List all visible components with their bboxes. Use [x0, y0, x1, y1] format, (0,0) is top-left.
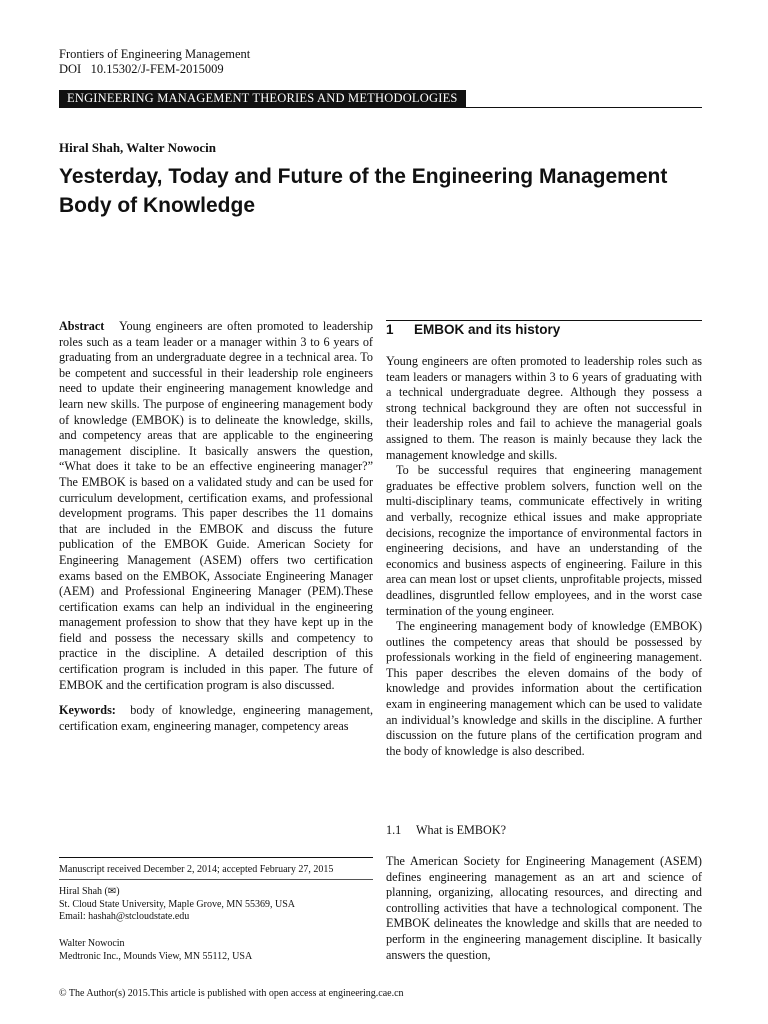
doi-value[interactable]: 10.15302/J-FEM-2015009: [90, 62, 224, 76]
author-name-shah: Hiral Shah: [59, 886, 103, 897]
section-paragraph-3: The engineering management body of knowledge (EMBOK) outlines the competency areas that should be possessed by professionals working in the field of engineering management. This paper describes the eleven domains of the body of knowledge and provides information about the certification exam in engineering management which can be used to validate an individual’s knowledge and skills in the discipline. A further discussion on the future plans of the certification program and the body of knowledge is also described.: [386, 619, 702, 758]
author-name-nowocin: Walter Nowocin: [59, 938, 125, 949]
keywords: [59, 703, 373, 734]
envelope-icon: ✉: [107, 886, 117, 897]
subsection-paragraph: The American Society for Engineering Management (ASEM) defines engineering management as an art and science of planning, organizing, allocating resources, and directing and controlling activities that have a technological component. The EMBOK delineates the knowledge and skills that are needed to perform in the engineering management discipline. It basically answers the question,: [386, 854, 702, 962]
doi-label: DOI: [59, 62, 82, 76]
subsection-title: What is EMBOK?: [416, 823, 507, 837]
manuscript-dates: Manuscript received December 2, 2014; accepted February 27, 2015: [59, 864, 334, 875]
copyright-footer: © The Author(s) 2015.This article is published with open access at engineering.cae.cn: [59, 988, 404, 999]
section-paragraph-2: To be successful requires that engineering management graduates be effective problem solvers, function well on the multi-disciplinary teams, communicate effectively in writing and verbally, recognize ethical issues and make appropriate decisions, recognize the importance of environmental factors in engineering decisions, and have an understanding of the economics and business aspects of engineering. Failure in this area can mean lost or upset clients, unprofitable projects, missed deadlines, disgruntled fellow employees, and in the worst case termination of the young engineer.: [386, 463, 702, 618]
journal-header: [59, 47, 250, 77]
email-shah[interactable]: Email: hashah@stcloudstate.edu: [59, 911, 190, 922]
subsection-number: 1.1: [386, 823, 402, 837]
affiliation-shah: St. Cloud State University, Maple Grove, MN 55369, USA: [59, 898, 296, 910]
section-paragraph-1: Young engineers are often promoted to leadership roles such as team leaders or managers within 3 to 6 years of graduating with a technical undergraduate degree. Although they possess a strong technical background they are often not successful in their leadership roles and fail to achieve the managerial goals assigned to them. The reason is mainly because they lack the management knowledge and skills.: [386, 354, 702, 462]
subsection-heading: [386, 823, 506, 838]
paper-title-line1: Yesterday, Today and Future of the Engineering Management: [59, 165, 668, 188]
section-heading: [386, 322, 560, 337]
keywords-label: Keywords:: [59, 703, 116, 718]
section-body: [386, 354, 702, 759]
section-number: 1: [386, 322, 394, 337]
abstract-label: Abstract: [59, 319, 105, 333]
affiliation-nowocin: Medtronic Inc., Mounds View, MN 55112, USA: [59, 950, 253, 962]
section-title: EMBOK and its history: [414, 322, 561, 337]
corresponding-author: Hiral Shah (✉): [59, 886, 120, 897]
author-affiliation-shah: [59, 886, 295, 924]
section-banner: [59, 90, 702, 108]
section-banner-label: ENGINEERING MANAGEMENT THEORIES AND METHODOLOGIES: [59, 90, 466, 107]
footnote-divider: [59, 879, 373, 880]
keywords-text: body of knowledge, engineering management, certification exam, engineering manager, competency areas: [59, 703, 374, 733]
author-affiliation-nowocin: [59, 938, 252, 963]
paper-title: [59, 162, 719, 220]
journal-doi: [59, 62, 250, 77]
abstract-text: Young engineers are often promoted to leadership roles such as a team leader or a manager within 3 to 6 years of graduating from an undergraduate degree in a technical area. To be competent and successful in their leadership role engineers need to update their engineering management knowledge and learn new skills. The purpose of engineering management body of knowledge (EMBOK) is to delineate the knowledge, skills, and competency areas that are applicable to the engineering management discipline. It basically answers the question, “What does it take to be an effective engineering manager?” The EMBOK is based on a validated study and can be used for curriculum development, certification exams, and professional development programs. This paper describes the 11 domains that are included in the EMBOK and discuss the future publication of the EMBOK Guide. American Society for Engineering Management (ASEM) offers two certification exams based on the EMBOK, Associate Engineering Manager (AEM) and Professional Engineering Manager (PEM).These certification exams can help an individual in the engineering management profession to show that they have kept up in the field and possess the necessary skills and competency to practice in the discipline. A detailed description of this certification program is included in this paper. The future of EMBOK and the certification program is also discussed.: [59, 319, 374, 692]
abstract: [59, 319, 373, 693]
author-list: Hiral Shah, Walter Nowocin: [59, 140, 216, 155]
journal-name: Frontiers of Engineering Management: [59, 47, 251, 61]
section-rule: [386, 320, 702, 321]
paper-title-line2: Body of Knowledge: [59, 194, 255, 217]
abstract-block: [59, 319, 373, 734]
footnote-rule: [59, 857, 373, 858]
